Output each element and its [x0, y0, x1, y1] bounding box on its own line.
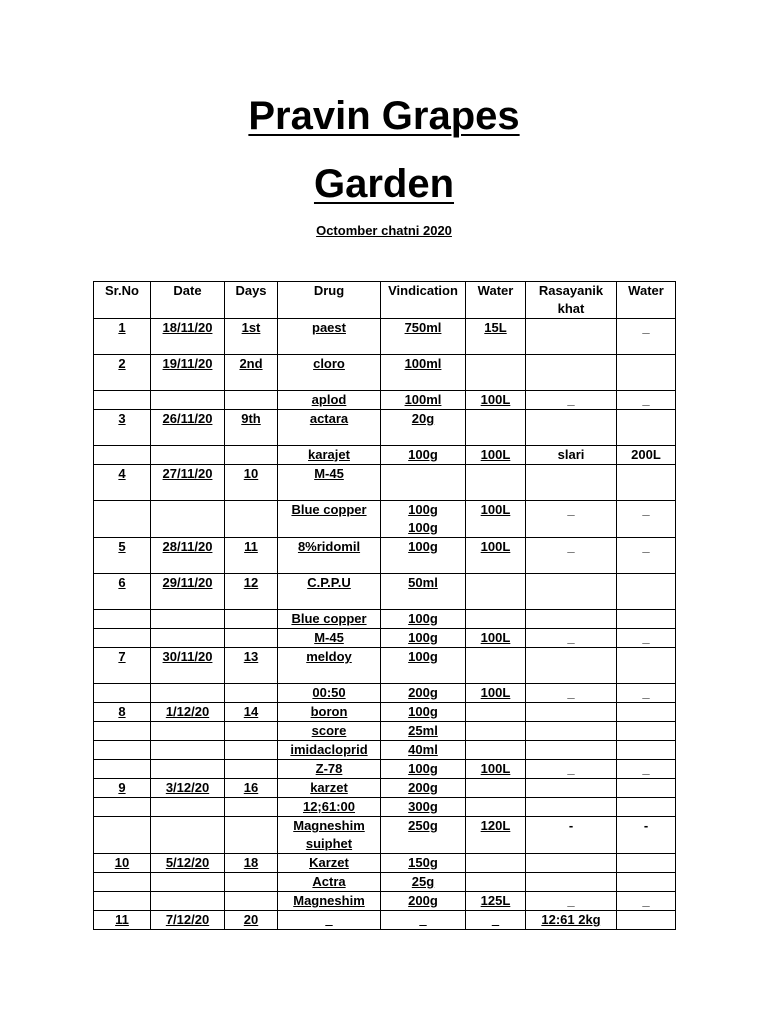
cell-drug: Blue copper [278, 501, 381, 538]
cell-date: 1/12/20 [151, 703, 225, 722]
cell-drug: aplod [278, 391, 381, 410]
cell-water-2 [617, 873, 676, 892]
cell-water [466, 779, 526, 798]
title-line-2-text: Garden [313, 162, 455, 206]
cell-srno [94, 873, 151, 892]
table-row [94, 446, 676, 465]
cell-drug: _ [278, 911, 381, 930]
cell-drug: boron [278, 703, 381, 722]
cell-srno [94, 629, 151, 648]
cell-drug: actara [278, 410, 381, 446]
cell-srno [94, 798, 151, 817]
page-title-line-1 [0, 92, 768, 140]
page-subtitle [0, 223, 768, 238]
cell-water: 120L [466, 817, 526, 854]
cell-rasayanik-khat: _ [526, 538, 617, 574]
table-row [94, 465, 676, 501]
cell-date [151, 501, 225, 538]
cell-water: 100L [466, 760, 526, 779]
cell-srno: 9 [94, 779, 151, 798]
cell-drug: M-45 [278, 465, 381, 501]
cell-vindication: 150g [381, 854, 466, 873]
cell-srno: 8 [94, 703, 151, 722]
cell-date [151, 629, 225, 648]
cell-rasayanik-khat: slari [526, 446, 617, 465]
table-row [94, 911, 676, 930]
cell-water-2 [617, 574, 676, 610]
cell-water: 100L [466, 629, 526, 648]
cell-date: 19/11/20 [151, 355, 225, 391]
cell-water-2 [617, 648, 676, 684]
cell-drug: 00:50 [278, 684, 381, 703]
cell-drug: cloro [278, 355, 381, 391]
table-row [94, 391, 676, 410]
cell-vindication: 100g [381, 703, 466, 722]
cell-days: 10 [225, 465, 278, 501]
cell-srno [94, 760, 151, 779]
cell-drug: paest [278, 319, 381, 355]
cell-rasayanik-khat: _ [526, 892, 617, 911]
cell-drug: 12;61:00 [278, 798, 381, 817]
cell-water-2 [617, 703, 676, 722]
cell-water [466, 798, 526, 817]
cell-srno: 10 [94, 854, 151, 873]
cell-water [466, 355, 526, 391]
cell-days: 20 [225, 911, 278, 930]
page-title-line-2 [0, 160, 768, 208]
cell-rasayanik-khat: _ [526, 391, 617, 410]
cell-date [151, 684, 225, 703]
cell-water [466, 722, 526, 741]
table-header-row [94, 282, 676, 319]
cell-water: _ [466, 911, 526, 930]
cell-days [225, 817, 278, 854]
cell-srno: 3 [94, 410, 151, 446]
cell-water [466, 873, 526, 892]
cell-rasayanik-khat: _ [526, 501, 617, 538]
cell-vindication: 750ml [381, 319, 466, 355]
cell-date [151, 741, 225, 760]
cell-vindication: 100g [381, 610, 466, 629]
cell-date [151, 798, 225, 817]
cell-vindication: 250g [381, 817, 466, 854]
cell-water-2 [617, 741, 676, 760]
cell-srno [94, 722, 151, 741]
cell-rasayanik-khat: - [526, 817, 617, 854]
cell-srno [94, 446, 151, 465]
table-row [94, 760, 676, 779]
cell-days [225, 684, 278, 703]
cell-rasayanik-khat [526, 574, 617, 610]
cell-water-2: _ [617, 760, 676, 779]
cell-drug: Blue copper [278, 610, 381, 629]
cell-date: 5/12/20 [151, 854, 225, 873]
cell-vindication: _ [381, 911, 466, 930]
cell-days [225, 798, 278, 817]
cell-days [225, 741, 278, 760]
cell-date [151, 892, 225, 911]
cell-vindication: 40ml [381, 741, 466, 760]
cell-vindication: 100g [381, 648, 466, 684]
cell-water-2 [617, 355, 676, 391]
table-row [94, 684, 676, 703]
cell-vindication: 100g 100g [381, 501, 466, 538]
cell-water [466, 465, 526, 501]
cell-date [151, 817, 225, 854]
cell-water: 15L [466, 319, 526, 355]
cell-vindication: 200g [381, 892, 466, 911]
table-row [94, 854, 676, 873]
cell-rasayanik-khat [526, 873, 617, 892]
header-water: Water [466, 282, 526, 319]
header-water-2: Water [617, 282, 676, 319]
cell-date: 27/11/20 [151, 465, 225, 501]
cell-water: 100L [466, 391, 526, 410]
cell-rasayanik-khat [526, 610, 617, 629]
cell-days: 16 [225, 779, 278, 798]
cell-drug: C.P.P.U [278, 574, 381, 610]
cell-date [151, 610, 225, 629]
cell-drug: score [278, 722, 381, 741]
header-date: Date [151, 282, 225, 319]
table-row [94, 722, 676, 741]
cell-water-2 [617, 911, 676, 930]
table-row [94, 629, 676, 648]
cell-rasayanik-khat: 12:61 2kg [526, 911, 617, 930]
cell-srno [94, 501, 151, 538]
cell-vindication: 200g [381, 779, 466, 798]
cell-drug: karzet [278, 779, 381, 798]
cell-srno [94, 892, 151, 911]
table-body [94, 319, 676, 930]
cell-date: 3/12/20 [151, 779, 225, 798]
table-row [94, 779, 676, 798]
cell-vindication: 25g [381, 873, 466, 892]
cell-date [151, 391, 225, 410]
cell-srno [94, 741, 151, 760]
cell-vindication: 100ml [381, 355, 466, 391]
cell-rasayanik-khat: _ [526, 629, 617, 648]
cell-water-2: 200L [617, 446, 676, 465]
cell-vindication: 50ml [381, 574, 466, 610]
cell-water-2: _ [617, 538, 676, 574]
cell-srno: 11 [94, 911, 151, 930]
cell-rasayanik-khat [526, 798, 617, 817]
cell-drug: meldoy [278, 648, 381, 684]
cell-drug: 8%ridomil [278, 538, 381, 574]
table-row [94, 892, 676, 911]
spray-schedule-table [93, 281, 676, 930]
cell-days [225, 501, 278, 538]
cell-rasayanik-khat [526, 722, 617, 741]
cell-days: 11 [225, 538, 278, 574]
cell-water [466, 741, 526, 760]
header-srno: Sr.No [94, 282, 151, 319]
cell-rasayanik-khat: _ [526, 684, 617, 703]
cell-days: 9th [225, 410, 278, 446]
cell-srno: 2 [94, 355, 151, 391]
cell-water: 100L [466, 538, 526, 574]
cell-drug: Z-78 [278, 760, 381, 779]
table-row [94, 501, 676, 538]
cell-vindication: 200g [381, 684, 466, 703]
cell-drug: M-45 [278, 629, 381, 648]
cell-water: 100L [466, 501, 526, 538]
cell-water [466, 410, 526, 446]
cell-water-2 [617, 798, 676, 817]
table-row [94, 741, 676, 760]
cell-water-2: _ [617, 629, 676, 648]
cell-days [225, 722, 278, 741]
table-row [94, 538, 676, 574]
header-vindication: Vindication [381, 282, 466, 319]
cell-rasayanik-khat: _ [526, 760, 617, 779]
cell-water: 125L [466, 892, 526, 911]
cell-rasayanik-khat [526, 854, 617, 873]
cell-date [151, 446, 225, 465]
title-line-1-text: Pravin Grapes [248, 94, 520, 138]
cell-vindication: 300g [381, 798, 466, 817]
cell-water-2 [617, 610, 676, 629]
cell-water [466, 854, 526, 873]
cell-date: 29/11/20 [151, 574, 225, 610]
cell-vindication: 20g [381, 410, 466, 446]
cell-water-2 [617, 465, 676, 501]
cell-srno: 5 [94, 538, 151, 574]
cell-water-2: _ [617, 391, 676, 410]
cell-days [225, 873, 278, 892]
cell-water [466, 610, 526, 629]
cell-days [225, 610, 278, 629]
cell-water [466, 703, 526, 722]
cell-rasayanik-khat [526, 465, 617, 501]
header-rasayanik-khat: Rasayanik khat [526, 282, 617, 319]
cell-srno [94, 684, 151, 703]
cell-date: 18/11/20 [151, 319, 225, 355]
cell-vindication: 100g [381, 629, 466, 648]
cell-days: 13 [225, 648, 278, 684]
cell-water-2 [617, 779, 676, 798]
cell-rasayanik-khat [526, 410, 617, 446]
cell-water-2 [617, 854, 676, 873]
cell-water [466, 648, 526, 684]
cell-date: 28/11/20 [151, 538, 225, 574]
cell-vindication: 100g [381, 538, 466, 574]
cell-drug: Actra [278, 873, 381, 892]
cell-days: 14 [225, 703, 278, 722]
cell-rasayanik-khat [526, 779, 617, 798]
header-drug: Drug [278, 282, 381, 319]
cell-water-2: _ [617, 501, 676, 538]
cell-drug: karajet [278, 446, 381, 465]
cell-days: 12 [225, 574, 278, 610]
cell-water-2 [617, 410, 676, 446]
cell-days [225, 629, 278, 648]
cell-date: 30/11/20 [151, 648, 225, 684]
table-row [94, 319, 676, 355]
cell-drug: Magneshim [278, 892, 381, 911]
cell-days: 1st [225, 319, 278, 355]
cell-rasayanik-khat [526, 741, 617, 760]
cell-days: 2nd [225, 355, 278, 391]
cell-date: 7/12/20 [151, 911, 225, 930]
cell-drug: Karzet [278, 854, 381, 873]
cell-srno [94, 610, 151, 629]
cell-srno: 7 [94, 648, 151, 684]
cell-days [225, 391, 278, 410]
cell-date: 26/11/20 [151, 410, 225, 446]
cell-vindication: 25ml [381, 722, 466, 741]
cell-vindication [381, 465, 466, 501]
table-row [94, 648, 676, 684]
cell-vindication: 100ml [381, 391, 466, 410]
table-row [94, 873, 676, 892]
cell-srno [94, 391, 151, 410]
cell-water-2: _ [617, 892, 676, 911]
cell-date [151, 873, 225, 892]
cell-days: 18 [225, 854, 278, 873]
cell-drug: Magneshim suiphet [278, 817, 381, 854]
cell-water-2: _ [617, 684, 676, 703]
cell-days [225, 760, 278, 779]
cell-water-2: _ [617, 319, 676, 355]
subtitle-text: Octomber chatni 2020 [316, 223, 452, 238]
cell-water [466, 574, 526, 610]
cell-rasayanik-khat [526, 355, 617, 391]
cell-srno: 1 [94, 319, 151, 355]
cell-date [151, 722, 225, 741]
cell-srno [94, 817, 151, 854]
table-row [94, 703, 676, 722]
header-days: Days [225, 282, 278, 319]
cell-vindication: 100g [381, 446, 466, 465]
cell-water: 100L [466, 684, 526, 703]
table-row [94, 410, 676, 446]
table-row [94, 610, 676, 629]
cell-rasayanik-khat [526, 319, 617, 355]
cell-rasayanik-khat [526, 703, 617, 722]
cell-days [225, 446, 278, 465]
table-row [94, 574, 676, 610]
cell-vindication: 100g [381, 760, 466, 779]
cell-srno: 6 [94, 574, 151, 610]
cell-water-2 [617, 722, 676, 741]
table-row [94, 355, 676, 391]
cell-days [225, 892, 278, 911]
cell-srno: 4 [94, 465, 151, 501]
cell-drug: imidacloprid [278, 741, 381, 760]
cell-water: 100L [466, 446, 526, 465]
cell-date [151, 760, 225, 779]
cell-rasayanik-khat [526, 648, 617, 684]
table-row [94, 798, 676, 817]
table-row [94, 817, 676, 854]
cell-water-2: - [617, 817, 676, 854]
